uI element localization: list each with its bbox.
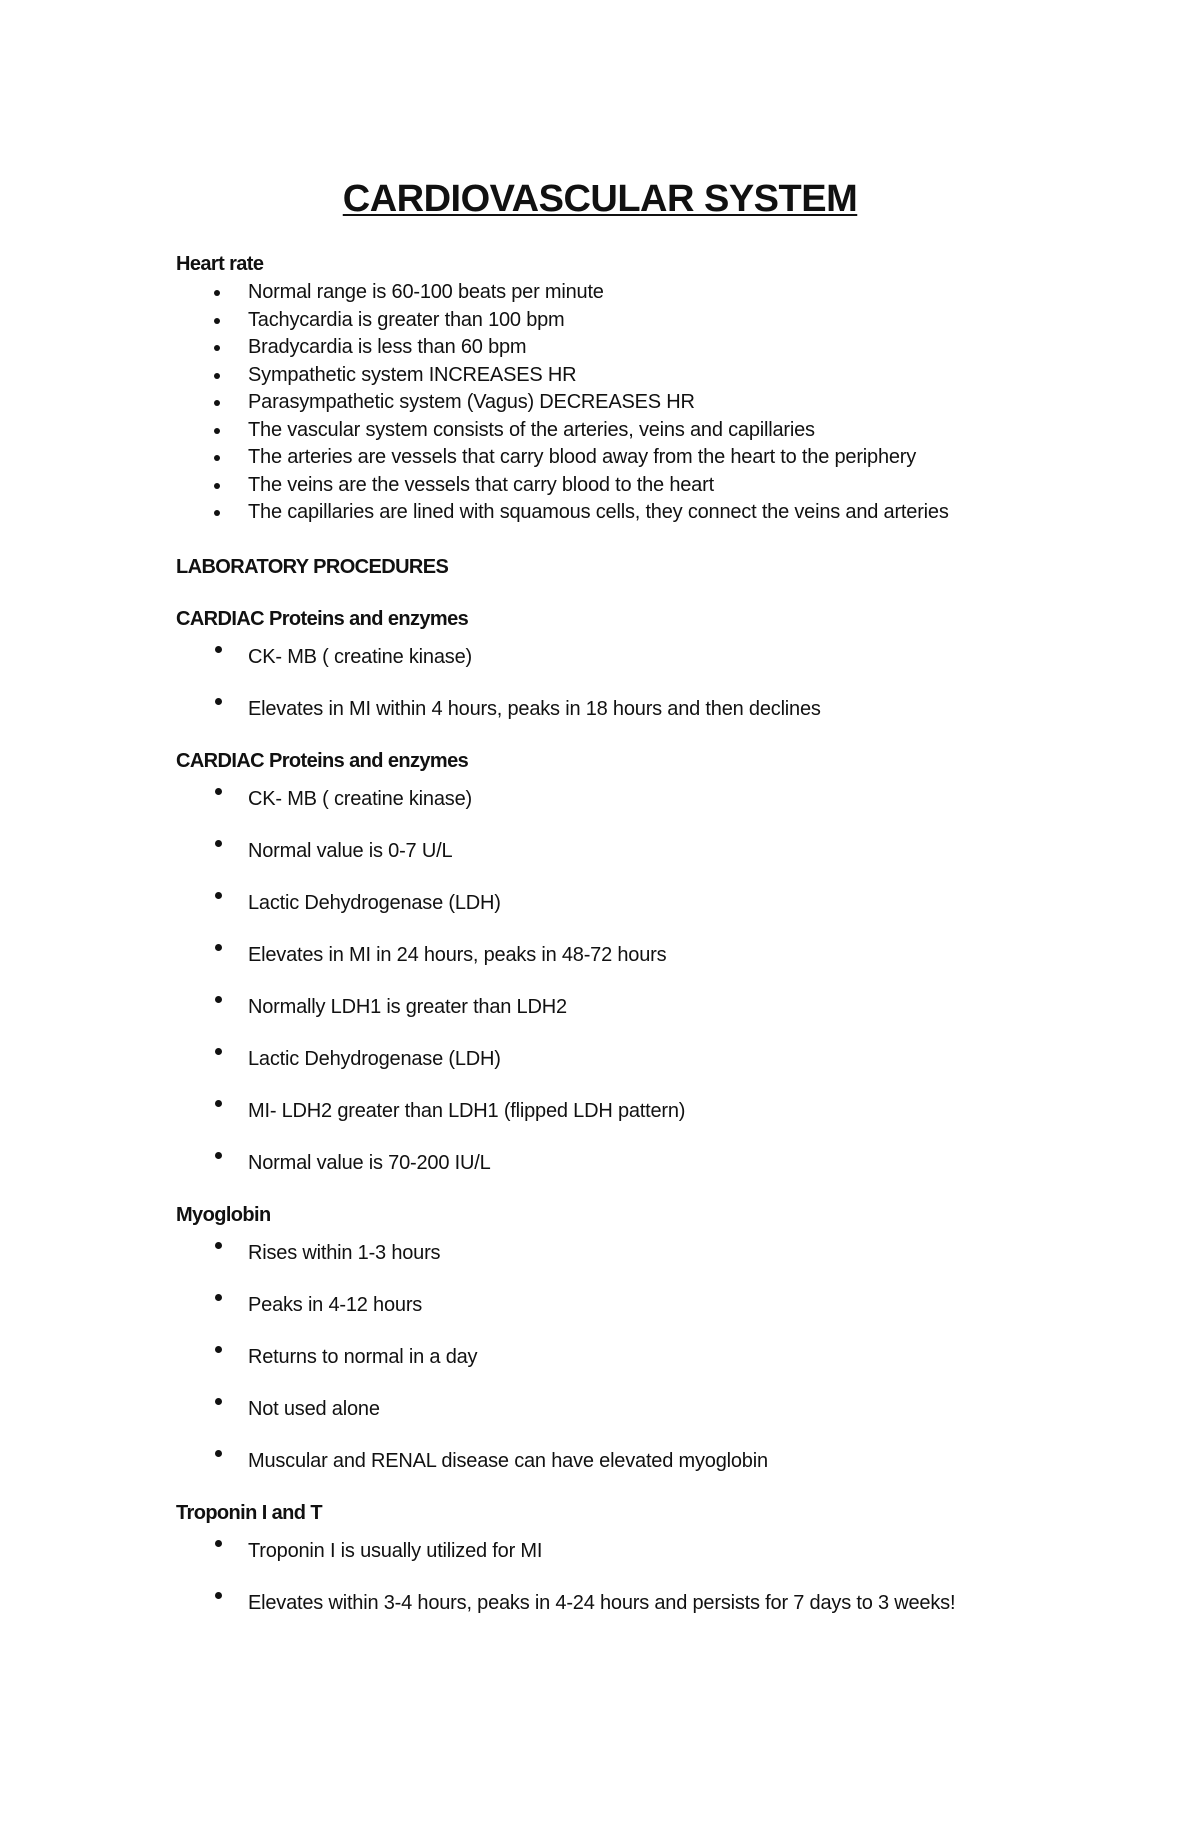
troponin-list bbox=[176, 1538, 1100, 1616]
list-item bbox=[176, 1098, 1100, 1124]
list-item bbox=[176, 499, 1100, 527]
list-item bbox=[176, 1344, 1100, 1370]
bullet-icon bbox=[215, 1450, 222, 1457]
bullet-icon bbox=[215, 698, 222, 705]
list-item bbox=[176, 362, 1100, 390]
list-item-text: Elevates in MI in 24 hours, peaks in 48-72 hours bbox=[248, 943, 667, 966]
list-item-text: Sympathetic system INCREASES HR bbox=[248, 363, 577, 386]
cardiac-enzymes-heading: CARDIAC Proteins and enzymes bbox=[176, 607, 469, 630]
list-item-text: The capillaries are lined with squamous cells, they connect the veins and arteries bbox=[248, 501, 949, 523]
bullet-icon bbox=[214, 483, 220, 489]
list-item-text: The vascular system consists of the arteries, veins and capillaries bbox=[248, 418, 815, 441]
list-item bbox=[176, 444, 1100, 472]
bullet-icon bbox=[215, 1242, 222, 1249]
bullet-icon bbox=[215, 788, 222, 795]
troponin-heading: Troponin I and T bbox=[176, 1501, 322, 1524]
list-item bbox=[176, 1590, 1100, 1616]
list-item-text: Returns to normal in a day bbox=[248, 1345, 478, 1368]
myoglobin-list bbox=[176, 1240, 1100, 1474]
list-item-text: Rises within 1-3 hours bbox=[248, 1241, 441, 1264]
list-item bbox=[176, 1396, 1100, 1422]
document-title: CARDIOVASCULAR SYSTEM bbox=[342, 178, 858, 220]
list-item-text: CK- MB ( creatine kinase) bbox=[248, 645, 472, 668]
list-item-text: Normal value is 0-7 U/L bbox=[248, 839, 453, 862]
list-item-text: Normal range is 60-100 beats per minute bbox=[248, 281, 604, 303]
list-item-text: Peaks in 4-12 hours bbox=[248, 1293, 423, 1316]
list-item bbox=[176, 417, 1100, 445]
list-item bbox=[176, 786, 1100, 812]
list-item bbox=[176, 1046, 1100, 1072]
list-item-text: Tachycardia is greater than 100 bpm bbox=[248, 308, 565, 331]
document-body bbox=[176, 251, 1100, 1616]
list-item bbox=[176, 942, 1100, 968]
list-item bbox=[176, 1538, 1100, 1564]
bullet-icon bbox=[215, 1346, 222, 1353]
bullet-icon bbox=[214, 428, 220, 434]
bullet-icon bbox=[215, 1294, 222, 1301]
list-item-text: CK- MB ( creatine kinase) bbox=[248, 787, 472, 810]
cardiac-enzymes-list bbox=[176, 644, 1100, 722]
list-item-text: The arteries are vessels that carry blood away from the heart to the periphery bbox=[248, 446, 917, 468]
list-item-text: Troponin I is usually utilized for MI bbox=[248, 1539, 543, 1562]
list-item-text: Normally LDH1 is greater than LDH2 bbox=[248, 995, 567, 1018]
list-item bbox=[176, 644, 1100, 670]
bullet-icon bbox=[215, 892, 222, 899]
list-item-text: The veins are the vessels that carry blood to the heart bbox=[248, 473, 714, 496]
list-item-text: Lactic Dehydrogenase (LDH) bbox=[248, 1047, 501, 1070]
list-item-text: MI- LDH2 greater than LDH1 (flipped LDH pattern) bbox=[248, 1099, 686, 1122]
list-item-text: Bradycardia is less than 60 bpm bbox=[248, 336, 527, 358]
list-item bbox=[176, 307, 1100, 335]
bullet-icon bbox=[215, 1048, 222, 1055]
bullet-icon bbox=[214, 455, 220, 461]
bullet-icon bbox=[215, 944, 222, 951]
bullet-icon bbox=[215, 1540, 222, 1547]
list-item bbox=[176, 1150, 1100, 1176]
cardiac-enzymes-heading-2: CARDIAC Proteins and enzymes bbox=[176, 749, 469, 772]
list-item bbox=[176, 389, 1100, 417]
list-item bbox=[176, 1240, 1100, 1266]
laboratory-procedures-heading: LABORATORY PROCEDURES bbox=[176, 555, 449, 578]
bullet-icon bbox=[215, 1152, 222, 1159]
heart-rate-list bbox=[176, 279, 1100, 527]
myoglobin-heading: Myoglobin bbox=[176, 1203, 271, 1226]
list-item bbox=[176, 696, 1100, 722]
list-item-text: Normal value is 70-200 IU/L bbox=[248, 1151, 491, 1174]
bullet-icon bbox=[214, 345, 220, 351]
bullet-icon bbox=[214, 400, 220, 406]
list-item-text: Muscular and RENAL disease can have elevated myoglobin bbox=[248, 1449, 768, 1472]
bullet-icon bbox=[214, 318, 220, 324]
bullet-icon bbox=[215, 1100, 222, 1107]
list-item bbox=[176, 279, 1100, 307]
bullet-icon bbox=[214, 373, 220, 379]
list-item bbox=[176, 838, 1100, 864]
bullet-icon bbox=[214, 290, 220, 296]
bullet-icon bbox=[214, 510, 220, 516]
heart-rate-heading: Heart rate bbox=[176, 253, 264, 275]
bullet-icon bbox=[215, 996, 222, 1003]
list-item-text: Lactic Dehydrogenase (LDH) bbox=[248, 891, 501, 914]
list-item-text: Parasympathetic system (Vagus) DECREASES HR bbox=[248, 391, 695, 413]
list-item bbox=[176, 890, 1100, 916]
bullet-icon bbox=[215, 1592, 222, 1599]
list-item bbox=[176, 472, 1100, 500]
cardiac-enzymes-list-2 bbox=[176, 786, 1100, 1176]
bullet-icon bbox=[215, 1398, 222, 1405]
list-item-text: Elevates in MI within 4 hours, peaks in 18 hours and then declines bbox=[248, 697, 821, 720]
bullet-icon bbox=[215, 646, 222, 653]
list-item-text: Elevates within 3-4 hours, peaks in 4-24 hours and persists for 7 days to 3 weeks! bbox=[248, 1591, 956, 1614]
list-item bbox=[176, 334, 1100, 362]
bullet-icon bbox=[215, 840, 222, 847]
list-item bbox=[176, 994, 1100, 1020]
list-item bbox=[176, 1292, 1100, 1318]
list-item-text: Not used alone bbox=[248, 1397, 380, 1420]
list-item bbox=[176, 1448, 1100, 1474]
